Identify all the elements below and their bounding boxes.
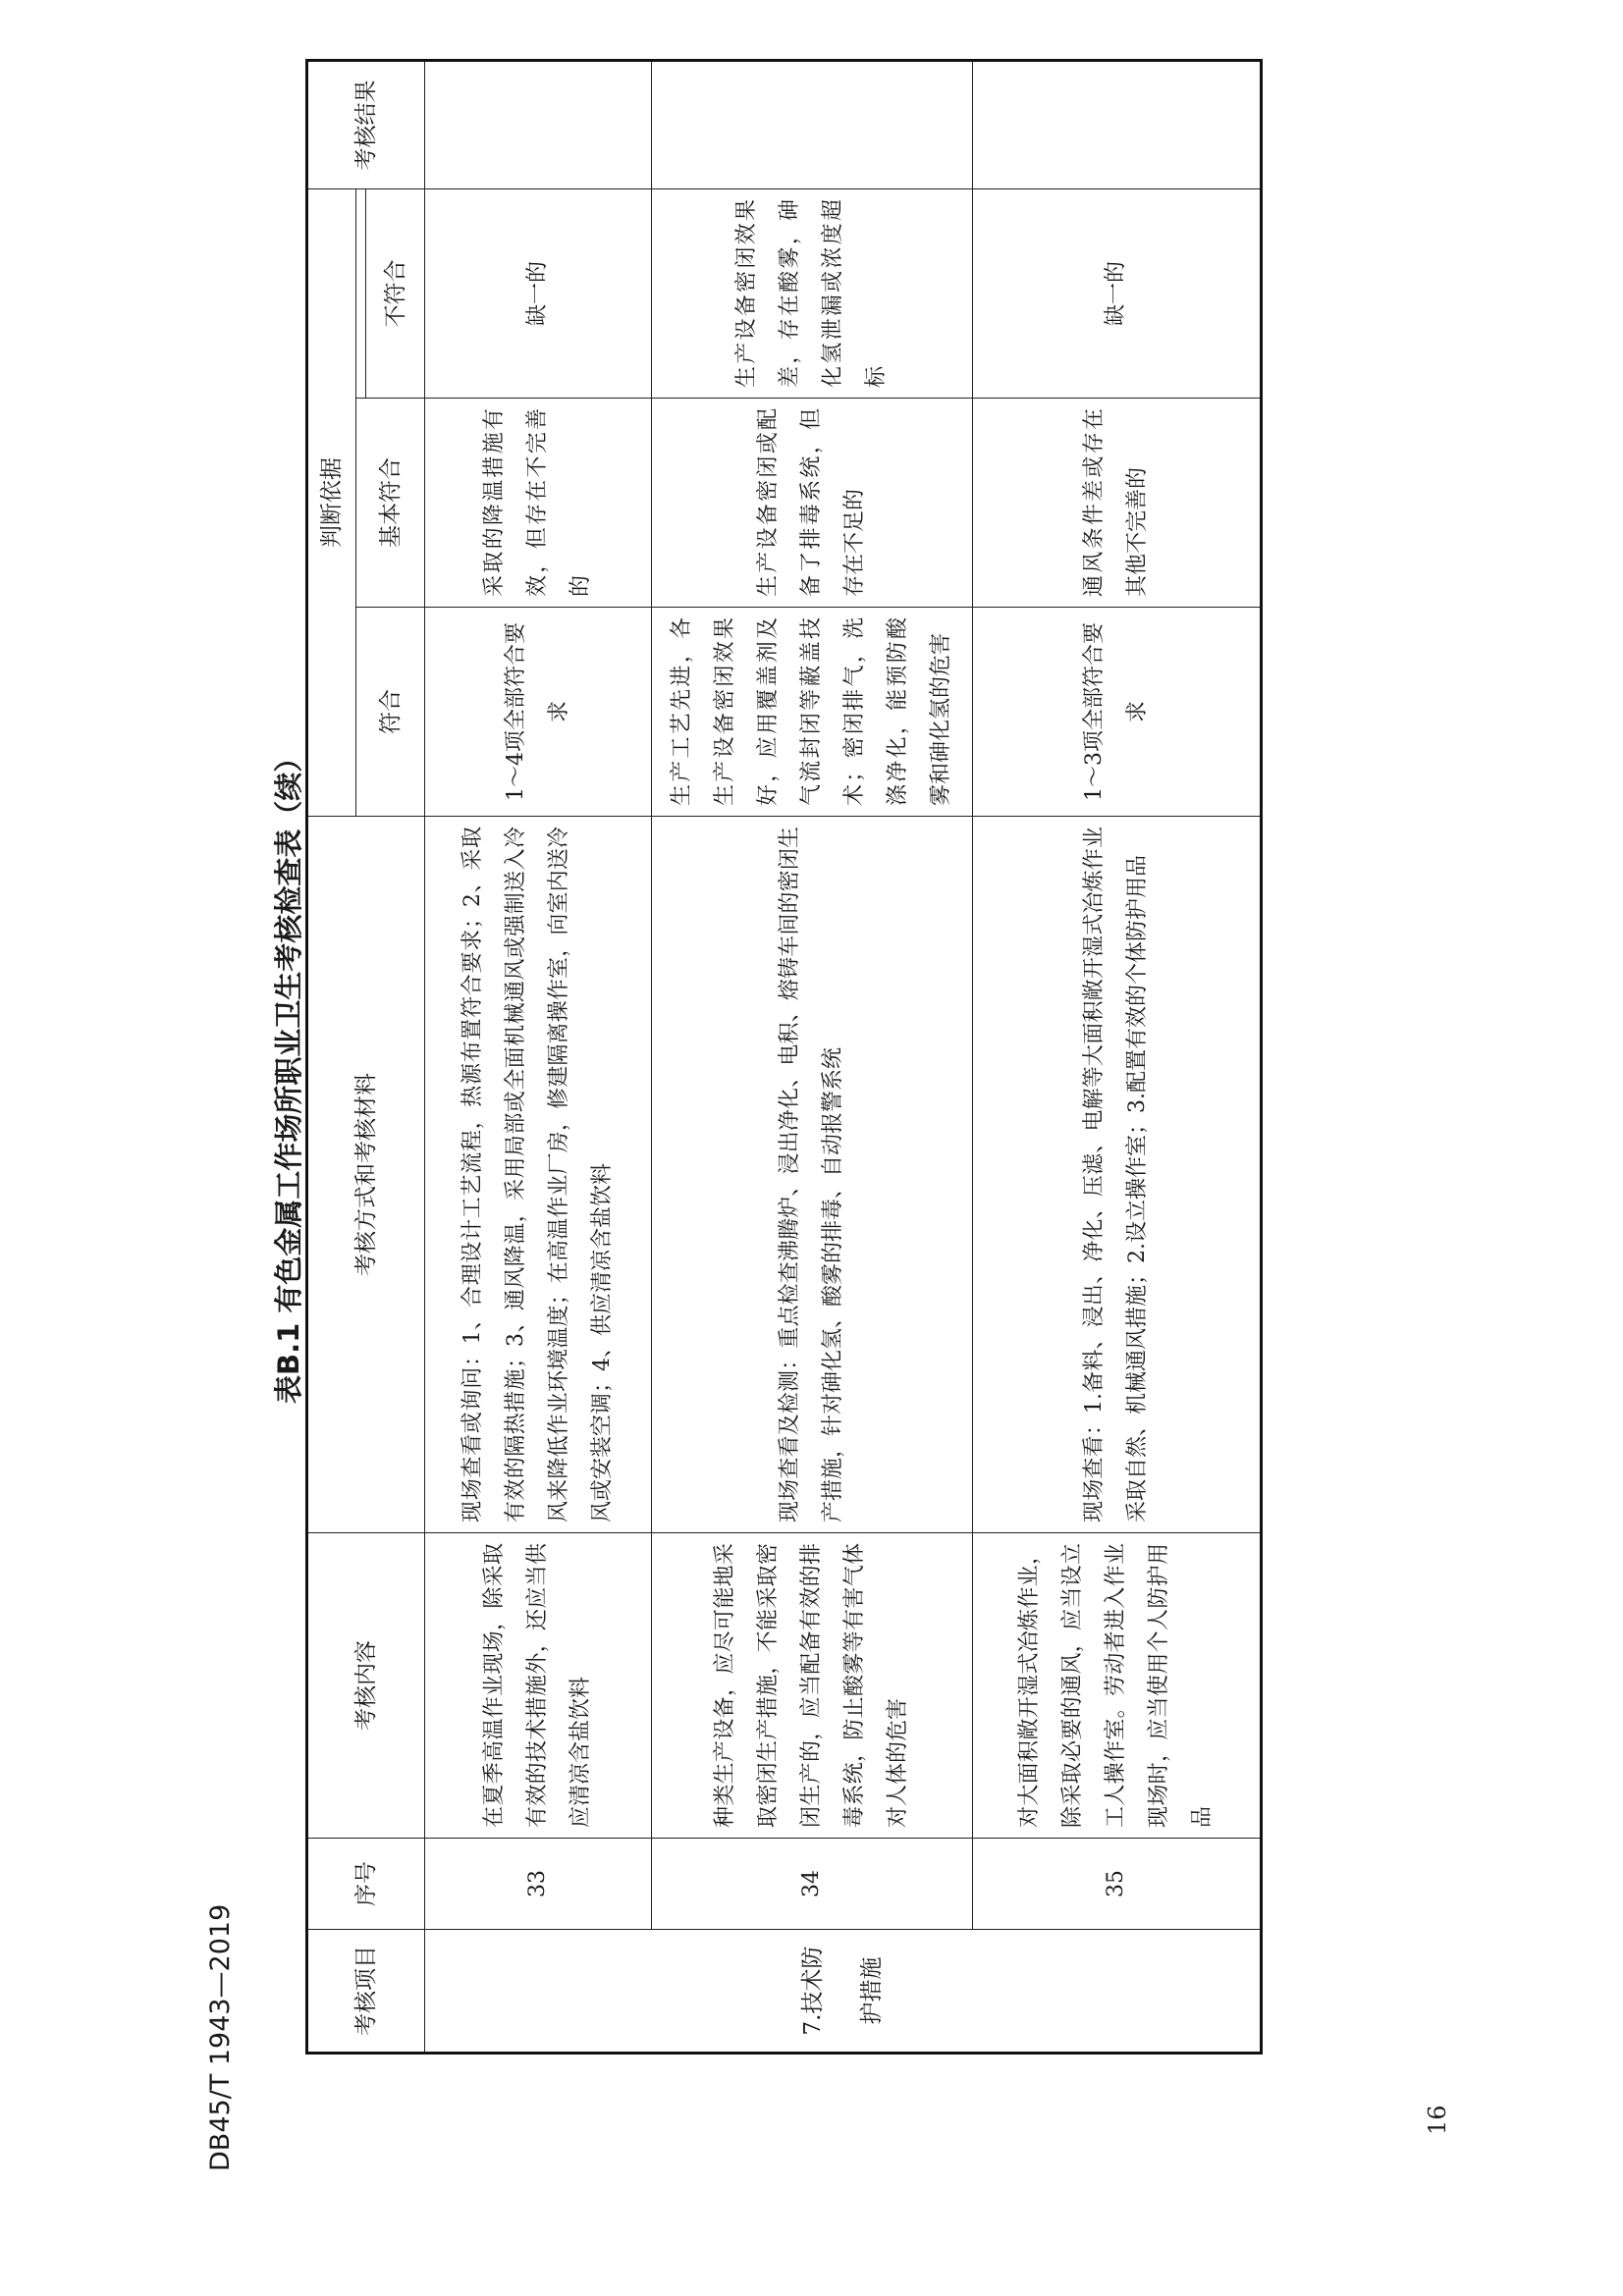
row-method: 现场查看或询问：1、合理设计工艺流程，热源布置符合要求；2、采取有效的隔热措施；3、通风降温，采用局部或全面机械通风或强制送入冷风来降低作业环境温度；在高温作业厂房，修建隔离操作室，向室内送冷风或安装空调；4、供应清凉含盐饮料 [425, 817, 652, 1533]
table-row [425, 60, 652, 2053]
row-content: 在夏季高温作业现场，除采取有效的技术措施外，还应当供应清凉含盐饮料 [425, 1533, 652, 1839]
header-method: 考核方式和考核材料 [307, 817, 425, 1533]
row-basic: 采取的降温措施有效，但存在不完善的 [425, 399, 652, 608]
row-method: 现场查看及检测：重点检查沸腾炉、浸出净化、电积、熔铸车间的密闭生产措施，针对砷化氢、酸雾的排毒、自动报警系统 [652, 817, 973, 1533]
row-result [652, 60, 973, 188]
row-result [973, 60, 1262, 188]
header-item: 考核项目 [307, 1930, 425, 2054]
row-result [425, 60, 652, 188]
row-no: 34 [652, 1839, 973, 1930]
header-conform: 符合 [356, 608, 425, 817]
row-nonconform: 缺一的 [973, 188, 1262, 398]
header-no: 序号 [307, 1839, 425, 1930]
header-nonconform: 不符合 [366, 188, 425, 398]
row-conform: 生产工艺先进，各生产设备密闭效果好，应用覆盖剂及气流封闭等蔽盖技术；密闭排气，洗涤净化，能预防酸雾和砷化氢的危害 [652, 608, 973, 817]
inspection-table-grid [305, 59, 1263, 2055]
inspection-table [305, 62, 1258, 2055]
table-caption: 表B.1 有色金属工作场所职业卫生考核检查表（续） [272, 743, 305, 1404]
row-no: 35 [973, 1839, 1262, 1930]
table-row [973, 60, 1262, 2053]
document-id: DB45/T 1943—2019 [205, 1903, 236, 2171]
row-content: 对大面积敞开湿式冶炼作业，除采取必要的通风，应当设立工人操作室。劳动者进入作业现场时，应当使用个人防护用品 [973, 1533, 1262, 1839]
row-method: 现场查看：1.备料、浸出、净化、压滤、电解等大面积敞开湿式冶炼作业采取自然、机械通风措施；2.设立操作室；3.配置有效的个体防护用品 [973, 817, 1262, 1533]
page-number: 16 [1424, 2105, 1451, 2135]
header-basis: 判断依据 [307, 188, 356, 816]
row-basic: 生产设备密闭或配备了排毒系统，但存在不足的 [652, 399, 973, 608]
row-no: 33 [425, 1839, 652, 1930]
row-nonconform: 生产设备密闭效果差，存在酸雾，砷化氢泄漏或浓度超标 [652, 188, 973, 398]
row-basic: 通风条件差或存在其他不完善的 [973, 399, 1262, 608]
row-conform: 1～4项全部符合要求 [425, 608, 652, 817]
table-row [652, 60, 973, 2053]
row-nonconform: 缺一的 [425, 188, 652, 398]
header-content: 考核内容 [307, 1533, 425, 1839]
row-conform: 1～3项全部符合要求 [973, 608, 1262, 817]
header-basic: 基本符合 [356, 399, 425, 608]
header-result: 考核结果 [307, 60, 425, 188]
category-cell: 7.技术防护措施 [425, 1930, 1262, 2054]
row-content: 种类生产设备，应尽可能地采取密闭生产措施，不能采取密闭生产的，应当配备有效的排毒系统，防止酸雾等有害气体对人体的危害 [652, 1533, 973, 1839]
header-spacer [356, 188, 366, 398]
